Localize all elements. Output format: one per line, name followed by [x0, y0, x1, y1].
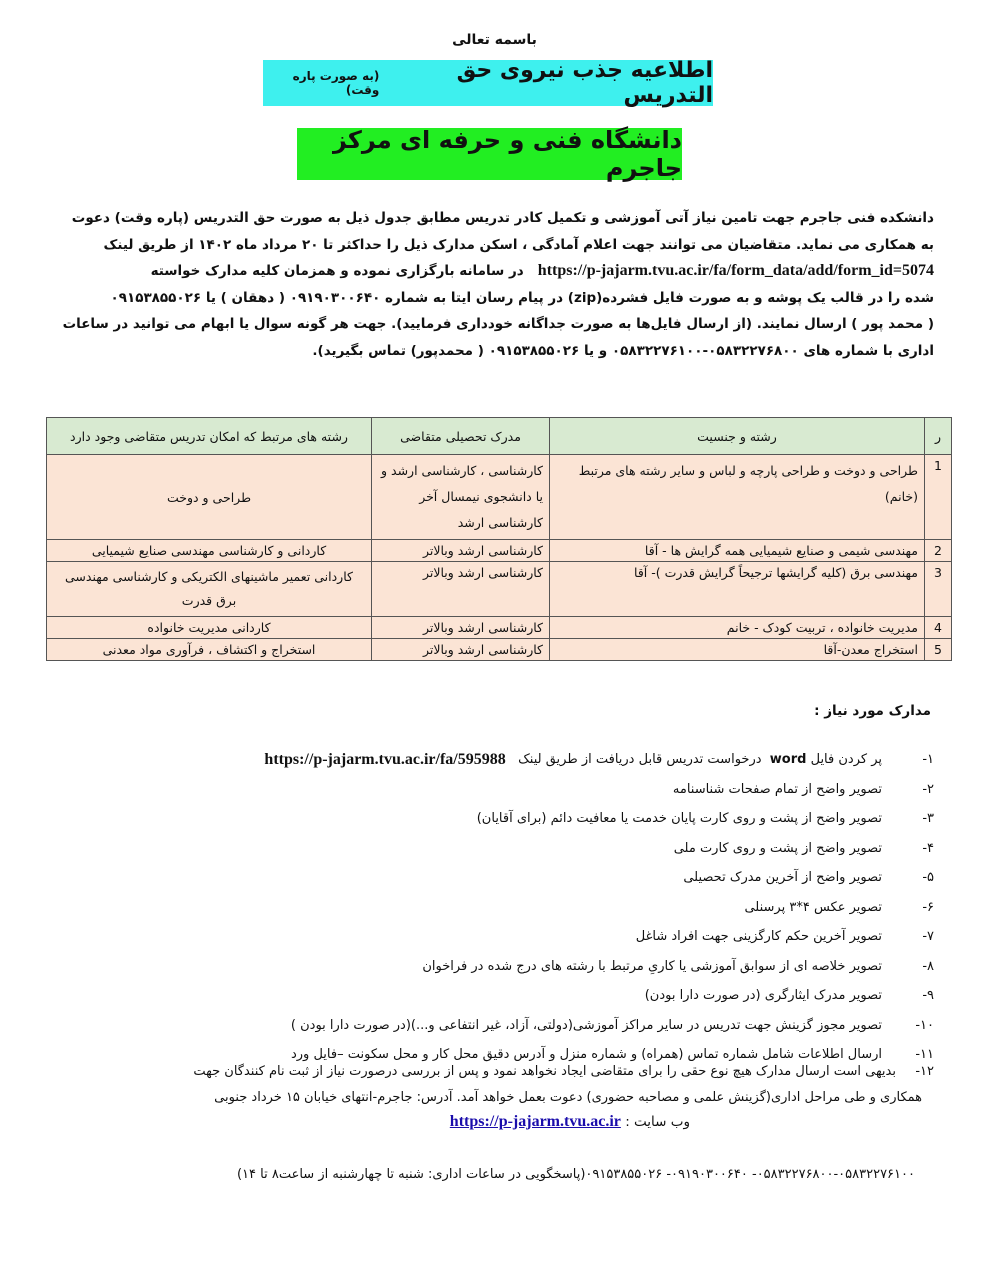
- item-number: ۹-: [922, 988, 934, 1003]
- item-number: ۱-: [922, 752, 934, 767]
- table-row: [47, 562, 952, 617]
- word-keyword: word: [769, 752, 807, 767]
- list-item: [74, 834, 934, 864]
- list-item: [74, 775, 934, 805]
- university-name: دانشگاه فنی و حرفه ای مرکز جاجرم: [297, 128, 682, 180]
- row-num: 2: [925, 540, 952, 562]
- item-text: تصویر واضح از آخرین مدرک تحصیلی: [683, 870, 882, 885]
- row-field: مدیریت خانواده ، تربیت کودک - خانم: [550, 617, 925, 639]
- list-item: [74, 863, 934, 893]
- item-text: تصویر واضح از تمام صفحات شناسنامه: [672, 781, 882, 797]
- request-form-url[interactable]: https://p-jajarm.tvu.ac.ir/fa/595988: [264, 751, 506, 768]
- item-text: ارسال اطلاعات شامل شماره تماس (همراه) و شماره منزل و آدرس دقیق محل کار و محل سکونت –فایل ورد: [290, 1047, 882, 1062]
- row-related: کاردانی و کارشناسی مهندسی صنایع شیمیایی: [47, 540, 372, 562]
- row-degree: کارشناسی ، کارشناسی ارشد و یا دانشجوی نیمسال آخر کارشناسی ارشد: [372, 455, 550, 540]
- intro-line: اداری با شماره های ۰۵۸۳۲۲۷۶۸۰۰-۰۵۸۳۲۲۷۶۱۰۰ و یا ۰۹۱۵۳۸۵۵۰۲۶ ( محمدپور) تماس بگیرید).: [312, 342, 934, 359]
- intro-line: دانشکده فنی جاجرم جهت تامین نیاز آتی آموزشی و تکمیل کادر تدریس مطابق جدول ذیل به صورت حق التدریس (پاره وقت) دعوت: [71, 210, 934, 226]
- row-field: استخراج معدن-آقا: [550, 639, 925, 661]
- row-degree: کارشناسی ارشد وبالاتر: [372, 639, 550, 661]
- row-related: طراحی و دوخت: [47, 455, 372, 540]
- table-row: [47, 455, 952, 540]
- bismillah-heading: باسمه تعالی: [452, 32, 537, 48]
- announcement-title: [263, 60, 713, 106]
- documents-list: [74, 745, 934, 1070]
- item-text: تصویر عکس ۴*۳ پرسنلی: [744, 899, 882, 915]
- list-item: [74, 893, 934, 923]
- item-number: ۱۱-: [915, 1047, 934, 1062]
- announcement-title-main: اطلاعیه جذب نیروی حق التدریس: [456, 58, 713, 108]
- documents-title: مدارک مورد نیاز :: [814, 703, 931, 719]
- item-number: ۱۲-: [915, 1064, 934, 1079]
- table-row: [47, 540, 952, 562]
- item-number: ۳-: [922, 811, 934, 826]
- item-number: ۶-: [922, 899, 934, 915]
- announcement-title-sub: (به صورت پاره وقت): [292, 69, 380, 97]
- website-line: [430, 1113, 690, 1131]
- row-related: کاردانی مدیریت خانواده: [47, 617, 372, 639]
- item-number: ۸-: [922, 958, 934, 974]
- list-item: [74, 922, 934, 952]
- final-note-line: [66, 1059, 934, 1085]
- item-text: درخواست تدریس قابل دریافت از طریق لینک: [518, 752, 762, 767]
- item-number: ۵-: [922, 870, 934, 885]
- header-related: رشته های مرتبط که امکان تدریس متقاضی وجود دارد: [47, 418, 372, 455]
- list-item: [74, 804, 934, 834]
- row-degree: کارشناسی ارشد وبالاتر: [372, 540, 550, 562]
- item-text: تصویر واضح از پشت و روی کارت پایان خدمت یا معافیت دائم (برای آقایان): [476, 811, 882, 826]
- list-item: [74, 981, 934, 1011]
- header-field: رشته و جنسیت: [550, 418, 925, 455]
- row-degree: کارشناسی ارشد وبالاتر: [372, 617, 550, 639]
- row-related: کاردانی تعمیر ماشینهای الکتریکی و کارشناسی مهندسی برق قدرت: [47, 562, 372, 617]
- intro-line: ( محمد پور ) ارسال نمایند. (از ارسال فایل‌ها به صورت جداگانه خودداری فرمایید). جهت هر گونه سوال یا ابهام می توانید در ساعات: [62, 316, 934, 332]
- row-related: استخراج و اکتشاف ، فرآوری مواد معدنی: [47, 639, 372, 661]
- intro-paragraph: [46, 205, 934, 364]
- final-note: [66, 1059, 934, 1111]
- item-text: بدیهی است ارسال مدارک هیچ نوع حقی را برای متقاضی ایجاد نخواهد نمود و پس از بررسی درصورت نیاز از ثبت نام کنندگان جهت: [193, 1064, 896, 1079]
- final-note-line: همکاری و طی مراحل اداری(گزینش علمی و مصاحبه حضوری) دعوت بعمل خواهد آمد. آدرس: جاجرم-انتهای خیابان ۱۵ خرداد جنوبی: [214, 1090, 922, 1105]
- row-num: 3: [925, 562, 952, 617]
- item-text: پر کردن فایل: [810, 752, 882, 767]
- row-num: 5: [925, 639, 952, 661]
- intro-line: به همکاری می نماید. متقاضیان می توانند جهت اعلام آمادگی ، اسکن مدارک ذیل را حداکثر تا ۲۰ مرداد ماه ۱۴۰۲ از طریق لینک: [103, 236, 934, 253]
- row-num: 1: [925, 455, 952, 540]
- positions-table: [46, 417, 952, 661]
- website-link[interactable]: https://p-jajarm.tvu.ac.ir: [449, 1113, 621, 1130]
- item-text: تصویر واضح از پشت و روی کارت ملی: [673, 840, 882, 856]
- row-degree: کارشناسی ارشد وبالاتر: [372, 562, 550, 617]
- intro-line: شده را در قالب یک پوشه و به صورت فایل فشرده(zip) در پیام رسان ایتا به شماره ۰۹۱۹۰۳۰۰۶۴۰ ( دهقان ) یا ۰۹۱۵۳۸۵۵۰۲۶: [110, 289, 934, 306]
- list-item: [74, 745, 934, 775]
- row-field: طراحی و دوخت و طراحی پارچه و لباس و سایر رشته های مرتبط (خانم): [550, 455, 925, 540]
- item-number: ۴-: [922, 840, 934, 856]
- item-text: تصویر مجوز گزینش جهت تدریس در سایر مراکز آموزشی(دولتی، آزاد، غیر انتفاعی و...)(در صورت دارا بودن ): [290, 1017, 882, 1033]
- item-number: ۷-: [922, 929, 934, 944]
- contact-line: ۰۵۸۳۲۲۷۶۸۰۰-۰۵۸۳۲۲۷۶۱۰۰- ۰۹۱۹۰۳۰۰۶۴۰- ۰۹۱۵۳۸۵۵۰۲۶(پاسخگویی در ساعات اداری: شنبه تا چهارشنبه از ساعت۸ تا ۱۴): [236, 1167, 915, 1182]
- row-field: مهندسی برق (کلیه گرایشها ترجیحاً گرایش قدرت )- آقا: [550, 562, 925, 617]
- table-header-row: [47, 418, 952, 455]
- table-row: [47, 617, 952, 639]
- form-url[interactable]: https://p-jajarm.tvu.ac.ir/fa/form_data/add/form_id=5074: [537, 262, 934, 279]
- intro-line-with-url: [46, 258, 934, 285]
- list-item: [74, 952, 934, 982]
- row-num: 4: [925, 617, 952, 639]
- item-text: تصویر مدرک ایثارگری (در صورت دارا بودن): [644, 988, 882, 1003]
- item-number: ۱۰-: [915, 1017, 934, 1033]
- table-row: [47, 639, 952, 661]
- item-text: تصویر آخرین حکم کارگزینی جهت افراد شاغل: [635, 929, 882, 944]
- row-field: مهندسی شیمی و صنایع شیمیایی همه گرایش ها - آقا: [550, 540, 925, 562]
- item-number: ۲-: [922, 781, 934, 797]
- intro-text: در سامانه بارگزاری نموده و همزمان کلیه مدارک خواسته: [150, 263, 524, 279]
- header-num: ر: [925, 418, 952, 455]
- website-label: وب سایت :: [625, 1114, 690, 1130]
- header-degree: مدرک تحصیلی متقاضی: [372, 418, 550, 455]
- list-item: [74, 1011, 934, 1041]
- item-text: تصویر خلاصه ای از سوابق آموزشی یا کاریِ مرتبط با رشته های درج شده در فراخوان: [422, 958, 882, 974]
